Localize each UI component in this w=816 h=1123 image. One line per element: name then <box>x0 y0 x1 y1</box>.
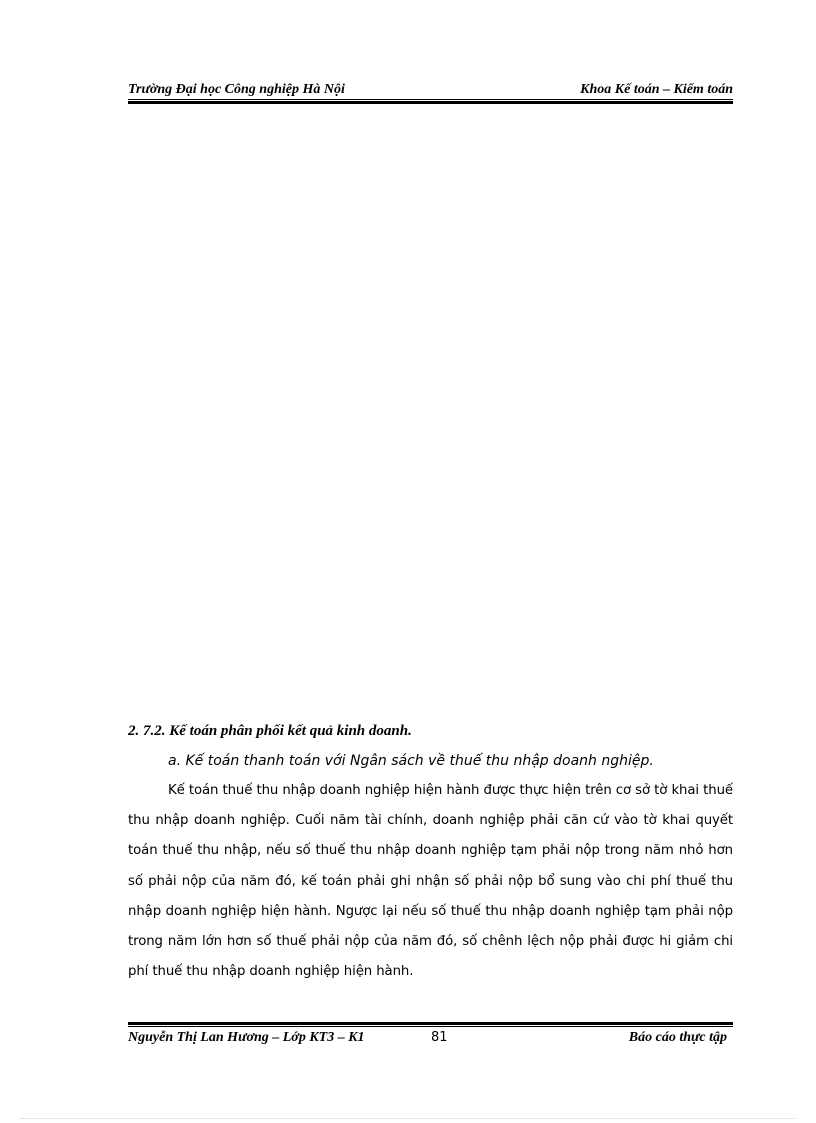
footer-report-title: Báo cáo thực tập <box>628 1030 727 1045</box>
header-rule-thin <box>128 99 733 100</box>
page-header <box>128 76 733 98</box>
page-footer <box>128 1030 733 1050</box>
page-number: 81 <box>431 1030 448 1045</box>
header-rule-thick <box>128 101 733 104</box>
header-school: Trường Đại học Công nghiệp Hà Nội <box>128 82 345 97</box>
page-edge-divider <box>20 1118 796 1119</box>
body-paragraph: Kế toán thuế thu nhập doanh nghiệp hiện hành được thực hiện trên cơ sở tờ khai thuế thu nhập doanh nghiệp. Cuối năm tài chính, doanh nghiệp phải căn cứ vào tờ khai quyết toán thuế thu nhập, nếu số thuế thu nhập doanh nghiệp tạm phải nộp trong năm nhỏ hơn số phải nộp của năm đó, kế toán phải ghi nhận số phải nộp bổ sung vào chi phí thuế thu nhập doanh nghiệp hiện hành. Ngược lại nếu số thuế thu nhập doanh nghiệp tạm phải nộp trong năm lớn hơn số thuế phải nộp của năm đó, số chênh lệch nộp phải được hi giảm chi phí thuế thu nhập doanh nghiệp hiện hành. <box>128 783 733 980</box>
footer-author: Nguyễn Thị Lan Hương – Lớp KT3 – K1 <box>128 1030 365 1045</box>
main-content <box>128 716 733 987</box>
header-faculty: Khoa Kế toán – Kiểm toán <box>580 82 733 97</box>
section-heading: 2. 7.2. Kế toán phân phối kết quả kinh doanh. <box>128 723 412 739</box>
footer-rule-thin <box>128 1026 733 1027</box>
subsection-heading: a. Kế toán thanh toán với Ngân sách về thuế thu nhập doanh nghiệp. <box>168 753 654 769</box>
footer-rule-thick <box>128 1022 733 1025</box>
